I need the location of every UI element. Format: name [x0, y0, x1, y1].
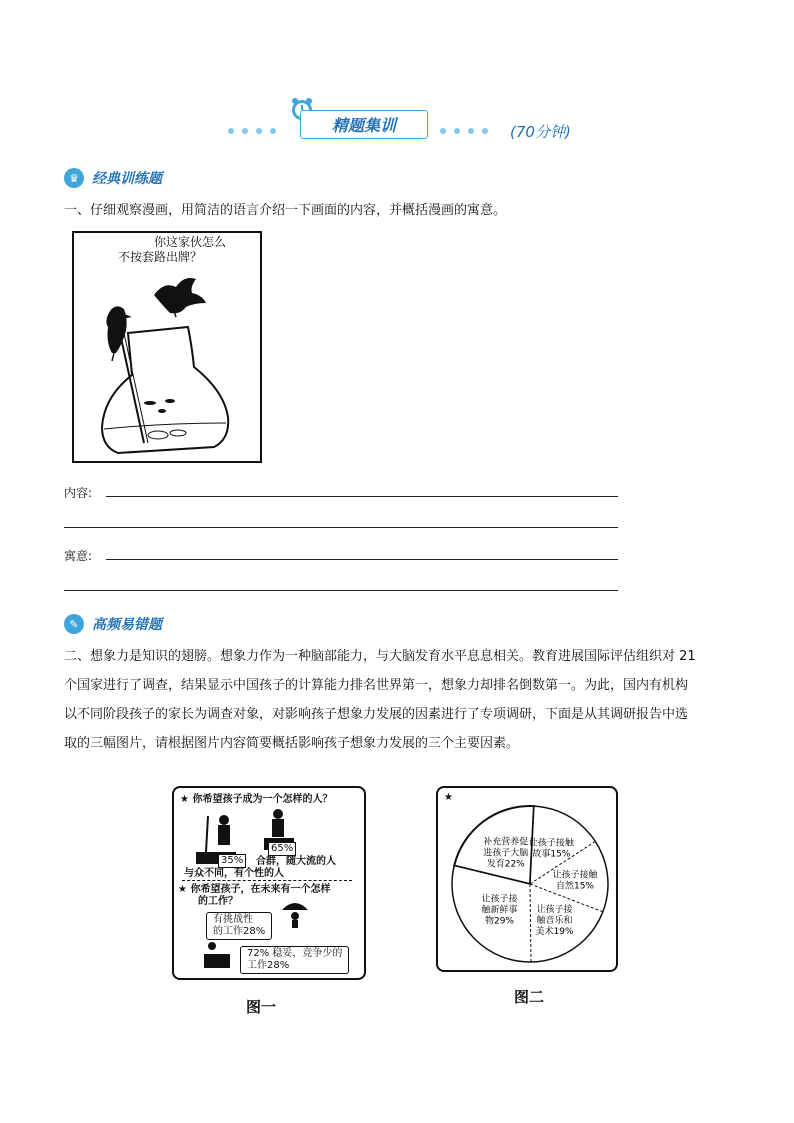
- figure1-q1-text: 你希望孩子成为一个怎样的人？: [192, 794, 333, 805]
- question-1: 一、仔细观察漫画，用简洁的语言介绍一下画面的内容，并概括漫画的寓意。: [64, 203, 507, 218]
- pie-slice-label: 让孩子接: [481, 894, 518, 905]
- pie-chart: [438, 788, 616, 970]
- pie-slice-label: 触新鲜事: [481, 905, 518, 916]
- figure1-p65: 65%: [268, 842, 296, 856]
- figure2-panel: [436, 786, 618, 972]
- section2-heading: [64, 614, 162, 634]
- cartoon-image: [72, 231, 262, 463]
- speech-line-1: 你这家伙怎么: [154, 235, 227, 249]
- crow-vase-drawing: [74, 233, 260, 461]
- pencil-icon: ✎: [64, 614, 84, 634]
- section1-heading-text: 经典训练题: [92, 171, 162, 187]
- pie-slice-label: 发育22%: [486, 859, 525, 870]
- figure1-job-b-line-1: 72% 稳妥，竞争少的: [247, 948, 343, 959]
- figure1-job-a-line-1: 有挑战性: [213, 914, 253, 925]
- pie-slice-label: 故事15%: [532, 849, 571, 860]
- question-2-line-4: 取的三幅图片，请根据图片内容简要概括影响孩子想象力发展的三个主要因素。: [64, 736, 520, 751]
- figure1-job-b: [240, 946, 349, 974]
- content-label: 内容:: [64, 486, 93, 500]
- meaning-answer-line-1[interactable]: [106, 559, 618, 560]
- figure1-q2-line-1: 你希望孩子，在未来有一个怎样: [190, 884, 331, 895]
- star-icon-2: ★: [178, 884, 187, 895]
- pie-slice-label: 触音乐和: [536, 916, 573, 927]
- section2-heading-text: 高频易错题: [92, 617, 162, 633]
- meaning-answer-line-2[interactable]: [64, 590, 618, 591]
- figure1-q2-line-2: 的工作？: [198, 896, 238, 907]
- pie-slice-label: 让孩子接触: [552, 870, 598, 881]
- question-2-line-3: 以不同阶段孩子的家长为调查对象，对影响孩子想象力发展的因素进行了专项调研，下面是从其调研报告中选: [64, 707, 689, 722]
- figure2-caption: 图二: [514, 988, 545, 1006]
- section-title: 精题集训: [300, 110, 428, 139]
- figure1-divider: [182, 880, 352, 881]
- pie-slice-label: 让孩子接: [536, 905, 573, 916]
- question-2: [64, 642, 744, 758]
- pie-slice-label: 进孩子大脑: [483, 848, 529, 859]
- question-2-line-2: 个国家进行了调查，结果显示中国孩子的计算能力排名世界第一，想象力却排名倒数第一。为此，国内有机构: [64, 678, 689, 693]
- content-answer-line-1[interactable]: [106, 496, 618, 497]
- star-icon: ★: [180, 794, 189, 805]
- figure1-question-1: [180, 794, 332, 806]
- section1-heading: [64, 168, 162, 188]
- figure1-person-umbrella: [280, 898, 310, 928]
- figure1-job-a: [206, 912, 272, 940]
- speech-line-2: 不按套路出牌？: [118, 250, 203, 264]
- figure1-panel: [172, 786, 366, 980]
- header-dots-left: [228, 128, 276, 134]
- pie-slice-label: 让孩子接触: [528, 838, 574, 849]
- pie-slice-label: 物29%: [484, 916, 515, 927]
- time-limit: (70分钟): [510, 123, 571, 141]
- figure1-job-b-line-2: 工作28%: [247, 960, 290, 971]
- meaning-label: 寓意:: [64, 549, 93, 563]
- pie-slice-label: 美术19%: [535, 927, 574, 938]
- figure1-desk-worker: [202, 940, 232, 970]
- question-2-line-1: 二、想象力是知识的翅膀。想象力作为一种脑部能力，与大脑发育水平息息相关。教育进展国际评估组织对 21: [64, 649, 696, 664]
- figure1-opt-a: 合群，随大流的人: [256, 856, 336, 867]
- trophy-icon: ♛: [64, 168, 84, 188]
- figure1-caption: 图一: [246, 998, 277, 1016]
- figure1-job-a-line-2: 的工作28%: [213, 926, 266, 937]
- figure1-opt-b: 与众不同，有个性的人: [184, 868, 284, 879]
- figure1-p35: 35%: [218, 854, 246, 868]
- star-icon-3: ★: [444, 792, 453, 803]
- pie-slice-label: 自然15%: [555, 881, 594, 892]
- content-answer-line-2[interactable]: [64, 527, 618, 528]
- pie-slice-label: 补充营养促: [483, 837, 529, 848]
- header-dots-right: [440, 128, 488, 134]
